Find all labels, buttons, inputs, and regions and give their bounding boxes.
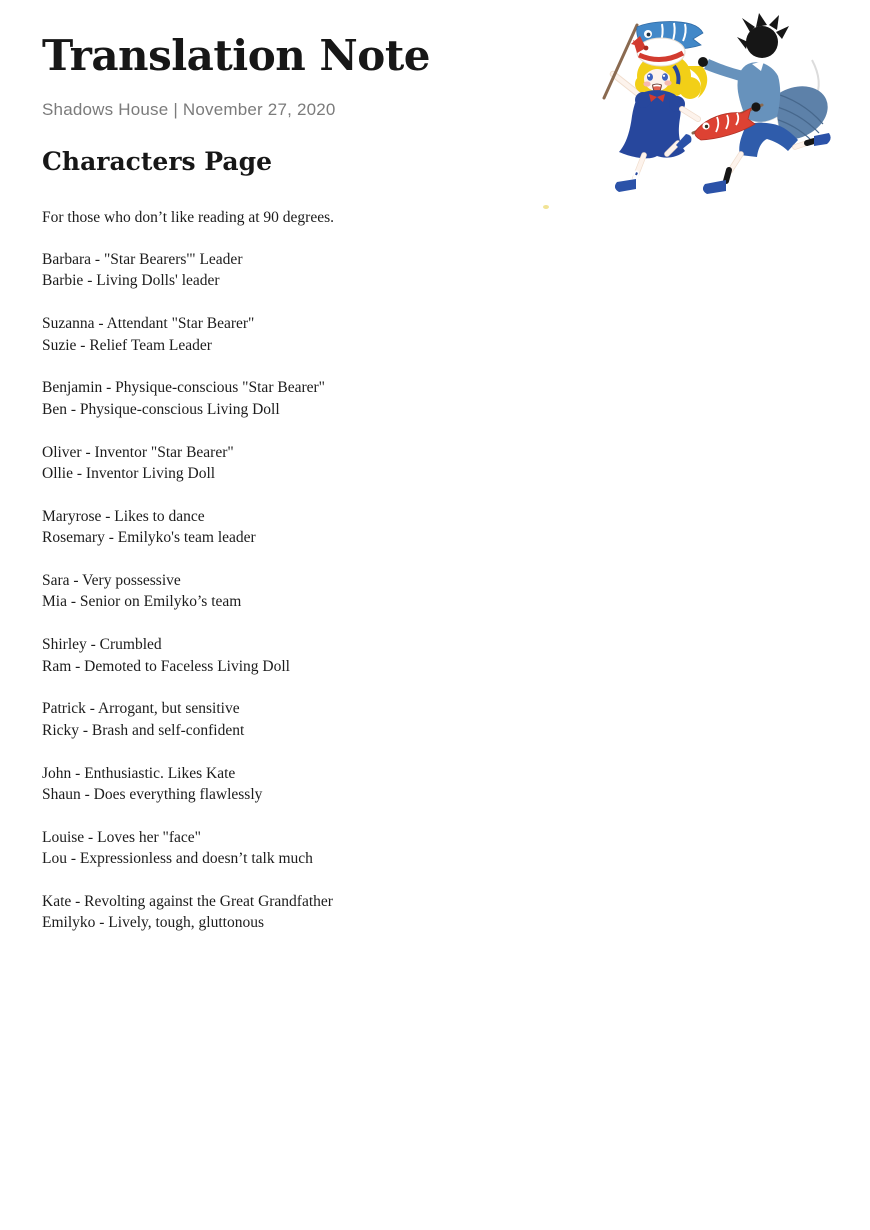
character-pair	[42, 827, 582, 870]
character-pair	[42, 249, 582, 292]
character-pair	[42, 634, 582, 677]
article-content	[42, 0, 582, 955]
boy-front-sock	[726, 170, 729, 181]
girl-front-shoe	[615, 179, 636, 192]
character-pair	[42, 442, 582, 485]
stray-yellow-mark	[543, 205, 549, 209]
boy-back-sock	[807, 141, 814, 143]
header-illustration	[590, 12, 832, 208]
character-line: Rosemary - Emilyko's team leader	[42, 529, 256, 547]
character-pair	[42, 506, 582, 549]
character-line: John - Enthusiastic. Likes Kate	[42, 764, 236, 782]
character-line: Maryrose - Likes to dance	[42, 507, 205, 525]
character-pair	[42, 570, 582, 613]
character-line: Louise - Loves her "face"	[42, 828, 201, 846]
boy-front-shoe	[703, 180, 726, 194]
character-line: Patrick - Arrogant, but sensitive	[42, 700, 240, 718]
character-line: Lou - Expressionless and doesn’t talk much	[42, 850, 313, 868]
character-line: Suzie - Relief Team Leader	[42, 336, 212, 354]
character-pair	[42, 313, 582, 356]
intro-text: For those who don’t like reading at 90 degrees.	[42, 208, 334, 226]
page-subtitle: Shadows House | November 27, 2020	[42, 99, 336, 119]
character-pair	[42, 377, 582, 420]
boy-hand	[698, 57, 708, 67]
character-line: Barbie - Living Dolls' leader	[42, 272, 220, 290]
character-line: Benjamin - Physique-conscious "Star Bearer"	[42, 379, 325, 397]
character-line: Suzanna - Attendant "Star Bearer"	[42, 315, 255, 333]
character-line: Barbara - "Star Bearers'" Leader	[42, 250, 243, 268]
section-heading: Characters Page	[42, 146, 272, 176]
character-pair	[42, 763, 582, 806]
character-line: Ram - Demoted to Faceless Living Doll	[42, 657, 290, 675]
character-line: Ricky - Brash and self-confident	[42, 721, 245, 739]
character-line: Emilyko - Lively, tough, gluttonous	[42, 914, 265, 932]
character-line: Kate - Revolting against the Great Grandfather	[42, 892, 333, 910]
character-line: Shaun - Does everything flawlessly	[42, 785, 263, 803]
boy-grip-hand	[751, 102, 760, 111]
character-line: Ollie - Inventor Living Doll	[42, 464, 216, 482]
character-pair	[42, 891, 582, 934]
character-pair	[42, 698, 582, 741]
character-line: Shirley - Crumbled	[42, 636, 162, 654]
character-line: Ben - Physique-conscious Living Doll	[42, 400, 280, 418]
character-line: Oliver - Inventor "Star Bearer"	[42, 443, 234, 461]
shadow-boy-figure	[693, 13, 832, 194]
girl-figure	[604, 22, 707, 192]
page-title: Translation Note	[42, 31, 430, 80]
character-line: Sara - Very possessive	[42, 571, 181, 589]
character-line: Mia - Senior on Emilyko’s team	[42, 593, 242, 611]
boy-back-shoe	[814, 133, 831, 146]
boy-head	[737, 13, 789, 58]
